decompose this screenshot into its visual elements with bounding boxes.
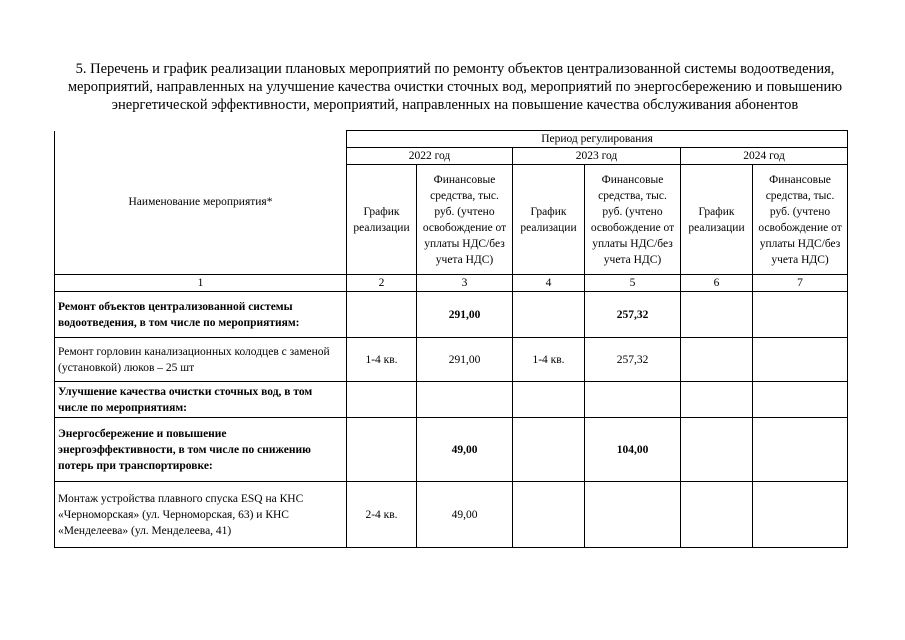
header-finance-2022: Финансовые средства, тыс. руб. (учтено освобождение от уплаты НДС/без учета НДС): [417, 165, 513, 275]
row-name: Монтаж устройства плавного спуска ESQ на КНС «Черноморская» (ул. Черноморская, 63) и КНС «Менделеева» (ул. Менделеева, 41): [55, 482, 347, 548]
row-schedule-2023: 1-4 кв.: [513, 338, 585, 382]
measures-table: [54, 130, 848, 548]
row-finance-2023: [585, 482, 681, 548]
table-row: [55, 418, 848, 482]
row-name: Ремонт горловин канализационных колодцев с заменой (установкой) люков – 25 шт: [55, 338, 347, 382]
row-finance-2024: [753, 338, 848, 382]
row-name: Энергосбережение и повышение энергоэффективности, в том числе по снижению потерь при транспортировке:: [55, 418, 347, 482]
col-number-1: 1: [55, 275, 347, 292]
header-name: Наименование мероприятия*: [55, 131, 347, 275]
table-row: [55, 482, 848, 548]
row-schedule-2024: [681, 292, 753, 338]
table-row: [55, 292, 848, 338]
row-finance-2022: 49,00: [417, 482, 513, 548]
row-schedule-2022: [347, 418, 417, 482]
row-finance-2022: 49,00: [417, 418, 513, 482]
row-finance-2024: [753, 418, 848, 482]
row-schedule-2023: [513, 418, 585, 482]
table-row: [55, 338, 848, 382]
page-title: 5. Перечень и график реализации плановых мероприятий по ремонту объектов централизованной системы водоотведения, мероприятий, направленных на улучшение качества очистки сточных вод, мероприятий по энергосбережению и повышению энергетической эффективности, мероприятий, направленных на повышение качества обслуживания абонентов: [67, 61, 843, 113]
row-name: Ремонт объектов централизованной системы водоотведения, в том числе по мероприятиям:: [55, 292, 347, 338]
header-schedule-2023: График реализации: [513, 165, 585, 275]
header-schedule-2022: График реализации: [347, 165, 417, 275]
col-number-2: 2: [347, 275, 417, 292]
row-finance-2023: 257,32: [585, 338, 681, 382]
row-schedule-2023: [513, 482, 585, 548]
header-finance-2023: Финансовые средства, тыс. руб. (учтено освобождение от уплаты НДС/без учета НДС): [585, 165, 681, 275]
header-period: Период регулирования: [347, 131, 848, 148]
row-schedule-2022: 1-4 кв.: [347, 338, 417, 382]
row-name: Улучшение качества очистки сточных вод, в том числе по мероприятиям:: [55, 382, 347, 418]
row-schedule-2024: [681, 338, 753, 382]
row-schedule-2024: [681, 418, 753, 482]
header-finance-2024: Финансовые средства, тыс. руб. (учтено освобождение от уплаты НДС/без учета НДС): [753, 165, 848, 275]
col-number-4: 4: [513, 275, 585, 292]
row-finance-2022: 291,00: [417, 338, 513, 382]
header-year-2024: 2024 год: [681, 148, 848, 165]
header-year-2023: 2023 год: [513, 148, 681, 165]
row-finance-2023: 257,32: [585, 292, 681, 338]
row-schedule-2023: [513, 292, 585, 338]
row-schedule-2022: [347, 382, 417, 418]
row-schedule-2024: [681, 382, 753, 418]
row-finance-2023: [585, 382, 681, 418]
col-number-7: 7: [753, 275, 848, 292]
col-number-3: 3: [417, 275, 513, 292]
table-row: [55, 382, 848, 418]
row-finance-2024: [753, 482, 848, 548]
col-number-6: 6: [681, 275, 753, 292]
header-year-2022: 2022 год: [347, 148, 513, 165]
row-schedule-2023: [513, 382, 585, 418]
row-schedule-2024: [681, 482, 753, 548]
row-finance-2023: 104,00: [585, 418, 681, 482]
row-finance-2024: [753, 382, 848, 418]
col-number-5: 5: [585, 275, 681, 292]
header-schedule-2024: График реализации: [681, 165, 753, 275]
row-schedule-2022: 2-4 кв.: [347, 482, 417, 548]
row-finance-2022: 291,00: [417, 292, 513, 338]
row-finance-2022: [417, 382, 513, 418]
row-schedule-2022: [347, 292, 417, 338]
row-finance-2024: [753, 292, 848, 338]
